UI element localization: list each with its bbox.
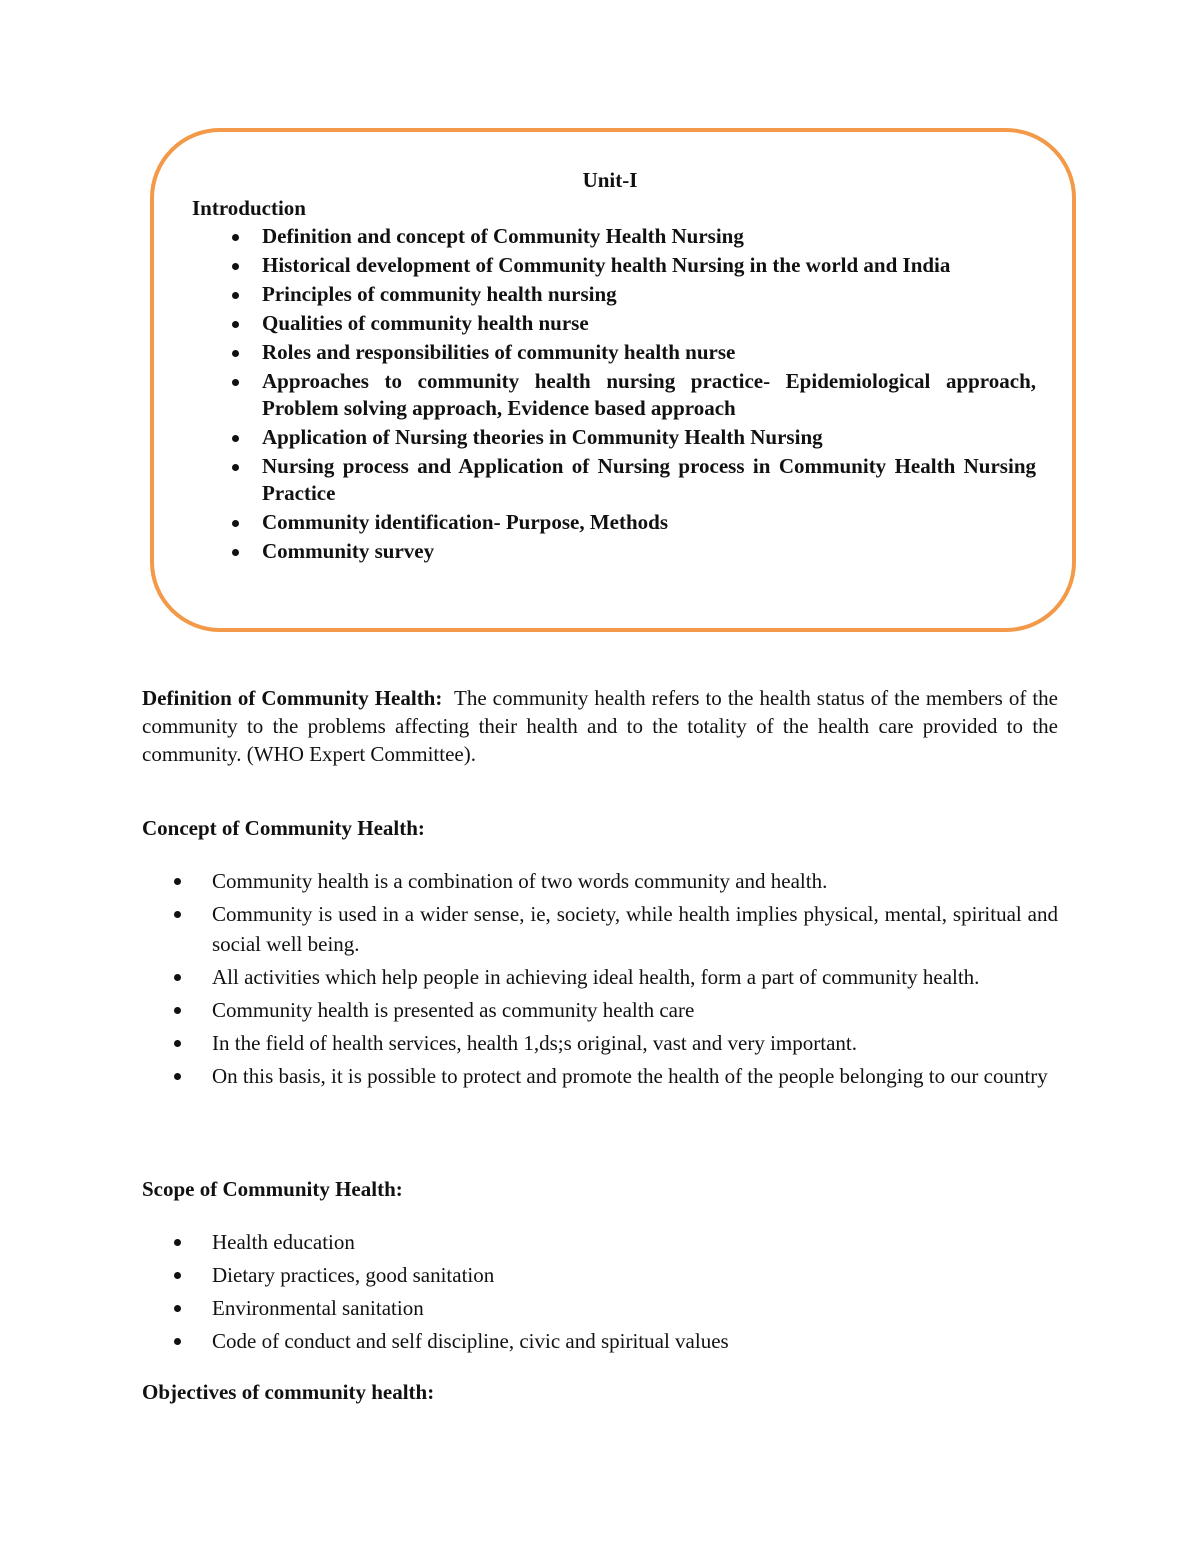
list-item: Community health is a combination of two words community and health. [212, 866, 1058, 896]
introduction-heading: Introduction [192, 196, 306, 220]
bullet-icon [232, 263, 239, 270]
topic-item: Historical development of Community health Nursing in the world and India [262, 252, 1036, 279]
concept-list [212, 866, 1058, 1094]
list-item: In the field of health services, health 1,ds;s original, vast and very important. [212, 1028, 1058, 1058]
bullet-icon [232, 549, 239, 556]
list-item: All activities which help people in achieving ideal health, form a part of community health. [212, 962, 1058, 992]
list-item: On this basis, it is possible to protect and promote the health of the people belonging to our country [212, 1061, 1058, 1091]
bullet-icon [232, 350, 239, 357]
topic-item: Roles and responsibilities of community health nurse [262, 339, 1036, 366]
bullet-icon [174, 911, 181, 918]
bullet-icon [232, 520, 239, 527]
bullet-icon [232, 464, 239, 471]
topic-item: Principles of community health nursing [262, 281, 1036, 308]
bullet-icon [232, 292, 239, 299]
topic-item: Nursing process and Application of Nursing process in Community Health Nursing Practice [262, 453, 1036, 507]
bullet-icon [174, 974, 181, 981]
list-item: Dietary practices, good sanitation [212, 1260, 1058, 1290]
bullet-icon [174, 878, 181, 885]
topic-item: Community survey [262, 538, 1036, 565]
bullet-icon [232, 234, 239, 241]
topic-item: Qualities of community health nurse [262, 310, 1036, 337]
list-item: Community health is presented as community health care [212, 995, 1058, 1025]
unit-topic-list [262, 223, 1036, 567]
bullet-icon [232, 379, 239, 386]
bullet-icon [174, 1239, 181, 1246]
objectives-heading: Objectives of community health: [142, 1380, 435, 1404]
unit-title: Unit-I [582, 168, 638, 192]
concept-heading: Concept of Community Health: [142, 816, 425, 840]
bullet-icon [174, 1040, 181, 1047]
bullet-icon [174, 1338, 181, 1345]
bullet-icon [174, 1007, 181, 1014]
bullet-icon [174, 1305, 181, 1312]
bullet-icon [232, 435, 239, 442]
list-item: Code of conduct and self discipline, civic and spiritual values [212, 1326, 1058, 1356]
definition-paragraph [142, 684, 1064, 768]
scope-heading: Scope of Community Health: [142, 1177, 403, 1201]
list-item: Community is used in a wider sense, ie, society, while health implies physical, mental, spiritual and social well being. [212, 899, 1058, 959]
definition-text: The community health refers to the health status of the members of the community to the problems affecting their health and to the totality of the health care provided to the community. (WHO Expert Committee). [142, 686, 1064, 766]
bullet-icon [174, 1073, 181, 1080]
topic-item: Definition and concept of Community Health Nursing [262, 223, 1036, 250]
bullet-icon [174, 1272, 181, 1279]
scope-list [212, 1227, 1058, 1359]
bullet-icon [232, 321, 239, 328]
list-item: Environmental sanitation [212, 1293, 1058, 1323]
definition-label: Definition of Community Health: [142, 686, 443, 710]
topic-item: Community identification- Purpose, Methods [262, 509, 1036, 536]
topic-item: Application of Nursing theories in Community Health Nursing [262, 424, 1036, 451]
list-item: Health education [212, 1227, 1058, 1257]
topic-item: Approaches to community health nursing practice- Epidemiological approach, Problem solving approach, Evidence based approach [262, 368, 1036, 422]
